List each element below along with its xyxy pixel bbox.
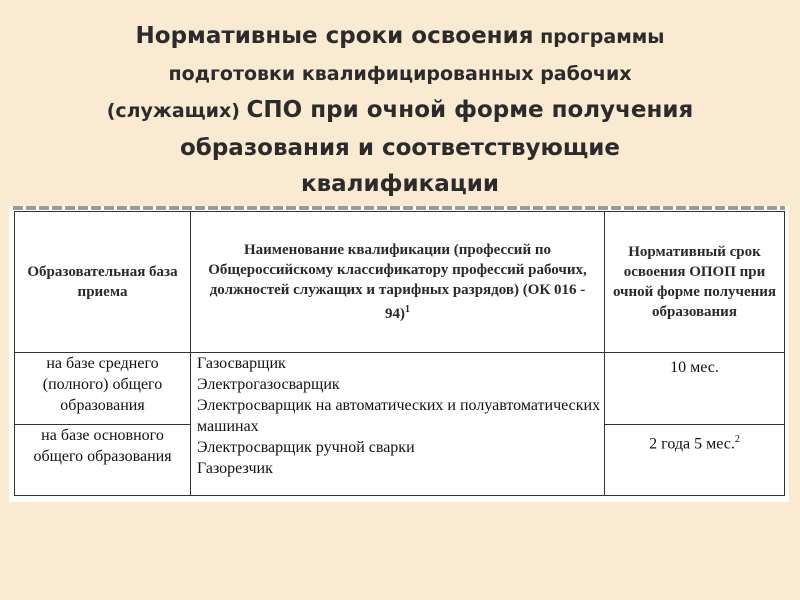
title-line-2: подготовки квалифицированных рабочих — [168, 63, 632, 85]
title-line-5: квалификации — [301, 171, 499, 197]
table-scan — [9, 206, 789, 502]
slide-title — [20, 18, 780, 202]
header-qualification: Наименование квалификации (профессий по Общероссийскому классификатору профессий рабочих, должностей служащих и тарифных разрядов) (ОК 016 - 94)$^1$ — [191, 212, 605, 353]
qualification-item: Электросварщик ручной сварки — [197, 439, 415, 456]
row-term-cell: 2 года 5 мес.$^2$ — [605, 425, 785, 496]
qualification-item: Газосварщик — [197, 355, 286, 372]
header-term: Нормативный срок освоения ОПОП при очной форме получения образования — [605, 212, 785, 353]
footnote-mark-1: 1 — [405, 304, 410, 315]
header-base: Образовательная база приема — [15, 212, 191, 353]
row-term-cell: 10 мес. — [605, 353, 785, 425]
footnote-mark-2: 2 — [734, 434, 740, 445]
qualification-table — [14, 211, 785, 496]
title-line-3: (служащих) СПО при очной форме получения — [106, 97, 694, 123]
row-base-cell: на базе среднего (полного) общего образования — [15, 353, 191, 425]
qualification-item: Электрогазосварщик — [197, 376, 340, 393]
row-base-cell: на базе основного общего образования — [15, 425, 191, 496]
qualification-item: Газорезчик — [197, 460, 273, 477]
qualification-item: Электросварщик на автоматических и полуавтоматических машинах — [197, 397, 601, 435]
scan-edge-strip — [13, 206, 785, 210]
table-header-row — [15, 212, 785, 353]
qualification-list-cell — [191, 353, 605, 496]
table-row — [15, 353, 785, 425]
title-line-4: образования и соответствующие — [179, 135, 621, 161]
title-line-1: Нормативные сроки освоения программы — [135, 23, 665, 49]
